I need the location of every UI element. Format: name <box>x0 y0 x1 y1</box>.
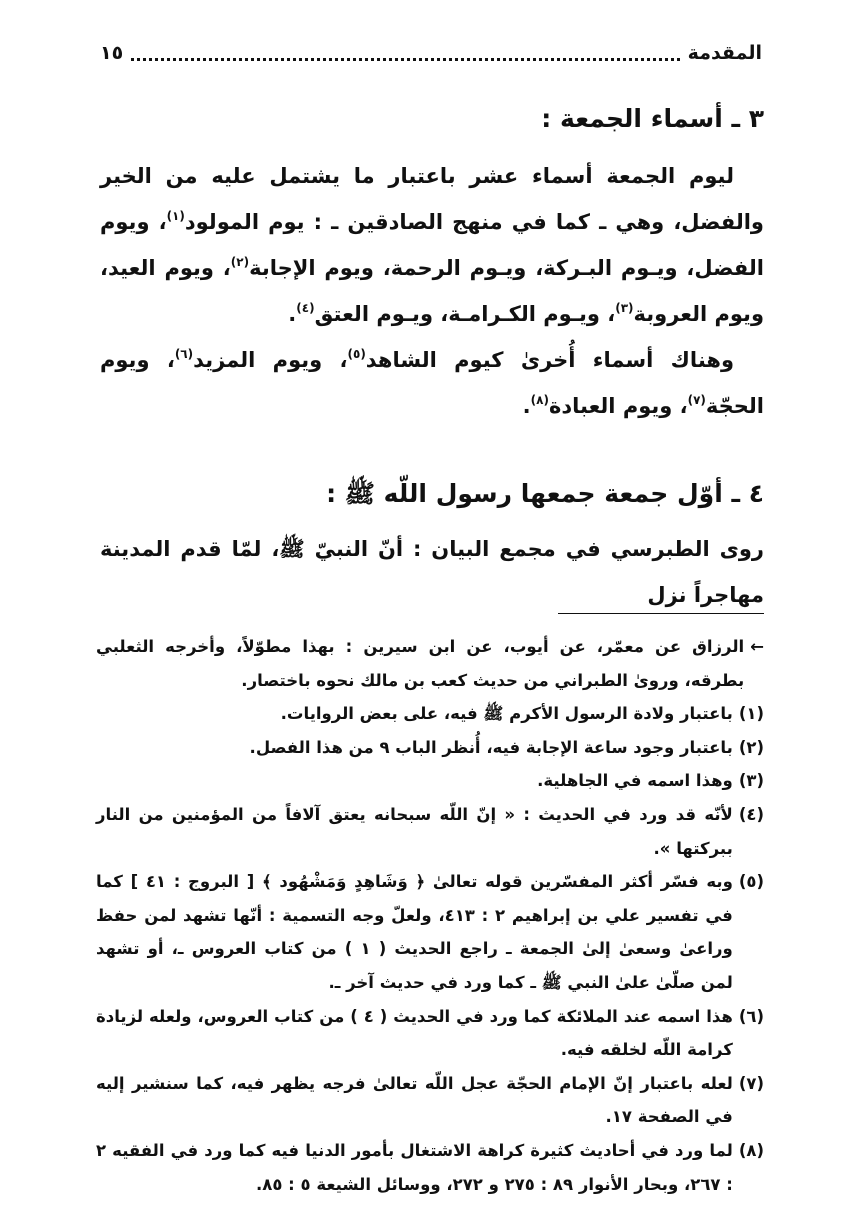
footnote-text: لما ورد في أحاديث كثيرة كراهة الاشتغال بأمور الدنيا فيه كما ورد في الفقيه ٢ : ٢٦٧، وبحار الأنوار ٨٩ : ٢٧٥ و ٢٧٢، ووسائل الشيعة ٥ : ٨٥. <box>96 1140 733 1194</box>
footnote-number: (٦) <box>738 1006 764 1026</box>
section-4-paragraph-1: روى الطبرسي في مجمع البيان : أنّ النبيّ ﷺ، لمّا قدم المدينة مهاجراً نزل <box>100 537 764 607</box>
footnote-number: (٢) <box>738 737 764 757</box>
text-run: وهناك أسماء أُخرىٰ كيوم الشاهد <box>365 348 735 372</box>
footnote-ref-6[interactable]: (٦) <box>174 347 194 361</box>
footnote-8 <box>96 1134 764 1201</box>
footnote-text: لعله باعتبار إنّ الإمام الحجّة عجل اللّه تعالىٰ فرجه يظهر فيه، كما سنشير إليه في الصفحة ١٧. <box>96 1073 733 1127</box>
text-run: ، ويوم المزيد <box>193 348 348 372</box>
footnote-text: لأنّه قد ورد في الحديث : « إنّ اللّه سبحانه يعتق آلافاً من المؤمنين من النار ببركتها ». <box>96 804 733 858</box>
footnote-text: الرزاق عن معمّر، عن أيوب، عن ابن سيرين : بهذا مطوّلاً، وأخرجه الثعلبي بطرقه، وروىٰ الطبراني من حديث كعب بن مالك نحوه باختصار. <box>96 637 745 690</box>
section-3-body <box>100 153 764 429</box>
footnote-4 <box>96 798 764 865</box>
text-run: ، ويوم العيد، ويوم العروبة <box>100 256 764 326</box>
footnote-number: (٧) <box>738 1073 764 1093</box>
footnotes <box>96 630 764 1201</box>
footnote-2 <box>96 731 764 765</box>
footnote-number: (٥) <box>738 872 764 892</box>
footnote-ref-5[interactable]: (٥) <box>347 347 366 361</box>
footnote-ref-1[interactable]: (١) <box>166 209 185 223</box>
section-4-heading: ٤ ـ أوّل جمعة جمعها رسول اللّه ﷺ : <box>326 479 764 508</box>
text-run: ، ويوم الفضل، ويـوم البـركة، ويـوم الرحمة، ويوم الإجابة <box>100 210 764 280</box>
section-3-paragraph-2 <box>100 337 764 429</box>
header-dot-leader <box>131 46 679 61</box>
text-run: ليوم الجمعة أسماء عشر باعتبار ما يشتمل عليه من الخير والفضل، وهي ـ كما في منهج الصادقين ـ : يوم المولود <box>100 164 764 234</box>
footnote-number: (٤) <box>738 804 764 824</box>
continuation-arrow-icon: ← <box>750 637 764 656</box>
footnote-1 <box>96 697 764 731</box>
footnote-continuation <box>96 630 764 697</box>
footnote-ref-7[interactable]: (٧) <box>687 393 706 407</box>
footnote-ref-3[interactable]: (٣) <box>615 301 634 315</box>
chapter-title: المقدمة <box>687 42 762 64</box>
running-header <box>100 36 762 70</box>
footnote-text: وبه فسّر أكثر المفسّرين قوله تعالىٰ ﴿ وَشَاهِدٍ وَمَشْهُود ﴾ [ البروج : ٤١ ] كما في تفسير علي بن إبراهيم ٢ : ٤١٣، ولعلّ وجه التسمية : أنّها تشهد لمن حفظ وراعىٰ وسعىٰ إلىٰ الجمعة ـ راجع الحديث ( ١ ) من كتاب العروس ـ، أو تشهد لمن صلّىٰ علىٰ النبي ﷺ ـ كما ورد في حديث آخر ـ. <box>96 872 733 992</box>
footnote-ref-8[interactable]: (٨) <box>530 393 549 407</box>
text-run: ، ويوم الحجّة <box>100 348 764 418</box>
footnote-number: (٣) <box>738 771 764 791</box>
footnote-number: (١) <box>738 704 764 724</box>
footnote-text: باعتبار ولادة الرسول الأكرم ﷺ فيه، على بعض الروايات. <box>280 704 733 724</box>
footnote-ref-4[interactable]: (٤) <box>296 301 315 315</box>
footnote-separator <box>558 613 764 614</box>
text-run: . <box>288 302 297 326</box>
page-number: ١٥ <box>100 42 124 64</box>
text-run: ، ويوم العبادة <box>548 394 688 418</box>
text-run: ، ويـوم الكـرامـة، ويـوم العتق <box>314 302 616 326</box>
text-run: . <box>522 394 531 418</box>
footnote-text: وهذا اسمه في الجاهلية. <box>537 771 733 791</box>
footnote-text: هذا اسمه عند الملائكة كما ورد في الحديث ( ٤ ) من كتاب العروس، ولعله لزيادة كرامة اللّه لخلقه فيه. <box>96 1006 733 1060</box>
footnote-5 <box>96 865 764 999</box>
section-3-paragraph-1 <box>100 153 764 337</box>
footnote-ref-2[interactable]: (٢) <box>230 255 250 269</box>
footnote-3 <box>96 764 764 798</box>
footnote-text: باعتبار وجود ساعة الإجابة فيه، أُنظر الباب ٩ من هذا الفصل. <box>249 737 733 757</box>
footnote-7 <box>96 1067 764 1134</box>
footnote-6 <box>96 1000 764 1067</box>
section-4-body <box>100 526 764 618</box>
footnote-number: (٨) <box>738 1140 764 1160</box>
section-3-heading: ٣ ـ أسماء الجمعة : <box>541 104 764 133</box>
